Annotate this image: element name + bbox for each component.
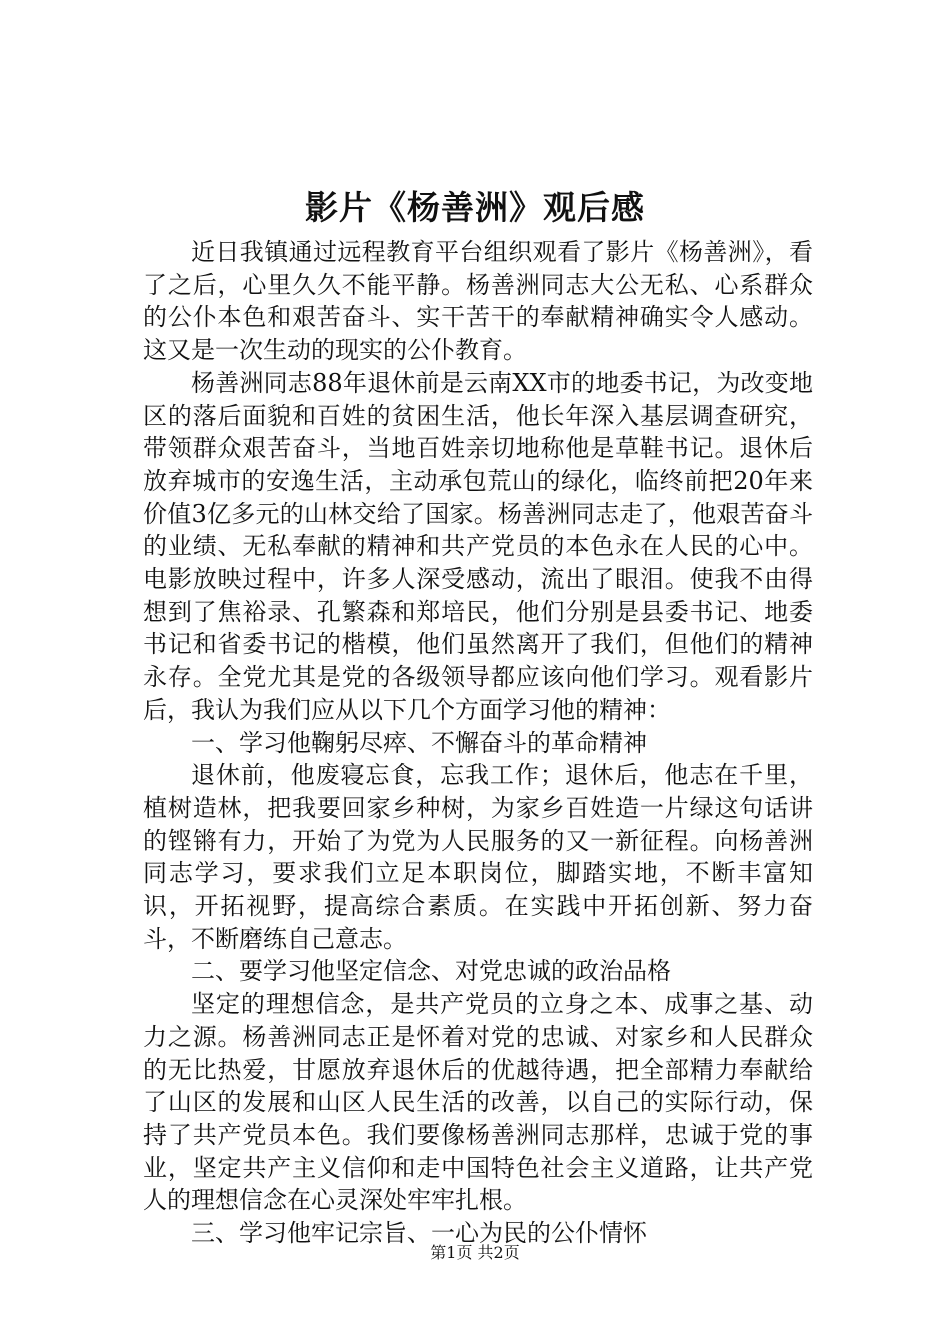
document-body (143, 236, 813, 1250)
paragraph-intro: 近日我镇通过远程教育平台组织观看了影片《杨善洲》，看了之后，心里久久不能平静。杨善洲同志大公无私、心系群众的公仆本色和艰苦奋斗、实干苦干的奉献精神确实令人感动。这又是一次生动的现实的公仆教育。 (143, 238, 813, 365)
paragraph-background: 杨善洲同志88年退休前是云南XX市的地委书记，为改变地区的落后面貌和百姓的贫困生活，他长年深入基层调查研究，带领群众艰苦奋斗，当地百姓亲切地称他是草鞋书记。退休后放弃城市的安逸生活，主动承包荒山的绿化，临终前把20年来价值3亿多元的山林交给了国家。杨善洲同志走了，他艰苦奋斗的业绩、无私奉献的精神和共产党员的本色永在人民的心中。电影放映过程中，许多人深受感动，流出了眼泪。使我不由得想到了焦裕录、孔繁森和郑培民，他们分别是县委书记、地委书记和省委书记的楷模，他们虽然离开了我们，但他们的精神永存。全党尤其是党的各级领导都应该向他们学习。观看影片后，我认为我们应从以下几个方面学习他的精神： (143, 368, 813, 724)
document-title: 影片《杨善洲》观后感 (305, 188, 645, 227)
page-number-footer: 第1页 共2页 (430, 1243, 520, 1262)
section-heading-1: 一、学习他鞠躬尽瘁、不懈奋斗的革命精神 (191, 728, 647, 757)
section-heading-3: 三、学习他牢记宗旨、一心为民的公仆情怀 (191, 1219, 647, 1248)
paragraph-section-1: 退休前，他废寝忘食，忘我工作；退休后，他志在千里，植树造林，把我要回家乡种树，为家乡百姓造一片绿这句话讲的铿锵有力，开始了为党为人民服务的又一新征程。向杨善洲同志学习，要求我们立足本职岗位，脚踏实地，不断丰富知识，开拓视野，提高综合素质。在实践中开拓创新、努力奋斗，不断磨练自己意志。 (143, 761, 813, 953)
section-heading-2: 二、要学习他坚定信念、对党忠诚的政治品格 (191, 957, 671, 986)
paragraph-section-2: 坚定的理想信念，是共产党员的立身之本、成事之基、动力之源。杨善洲同志正是怀着对党的忠诚、对家乡和人民群众的无比热爱，甘愿放弃退休后的优越待遇，把全部精力奉献给了山区的发展和山区人民生活的改善，以自己的实际行动，保持了共产党员本色。我们要像杨善洲同志那样，忠诚于党的事业，坚定共产主义信仰和走中国特色社会主义道路，让共产党人的理想信念在心灵深处牢牢扎根。 (143, 990, 813, 1215)
